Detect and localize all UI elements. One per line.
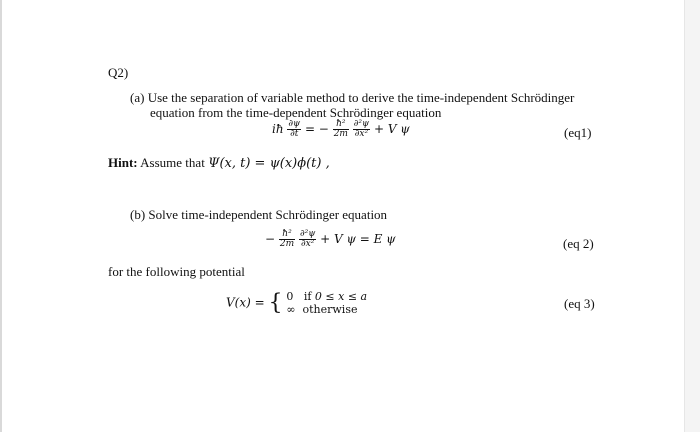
part-a-label: (a): [130, 90, 145, 105]
eq1-tag: (eq1): [564, 125, 592, 140]
cases-brace: {: [268, 290, 283, 316]
hint-text: Assume that: [140, 155, 205, 170]
potential-cases: 0 if 0 ≤ x ≤ a ∞ otherwise: [286, 290, 368, 316]
eq2-second-derivative: $\frac{\text{∂²ψ}}{\text{∂x²}}$: [299, 229, 316, 249]
eq1-hbar-fraction: $\frac{\text{ħ²}}{2m}$: [333, 119, 348, 139]
hint-label: Hint:: [108, 155, 138, 170]
potential-intro: for the following potential: [108, 264, 245, 279]
part-b-label: (b): [130, 207, 146, 222]
eq3-tag: (eq 3): [564, 296, 595, 311]
hint-expression: Ψ(x, t) = ψ(x)ϕ(t) ,: [208, 156, 330, 171]
hint-line: [108, 155, 330, 171]
part-a-line1: Use the separation of variable method to derive the time-independent Schrödinger: [147, 90, 575, 105]
equation-2: − $\frac{\text{ħ²}}{2m}$ $\frac{\text{∂²ψ}}{\text{∂x²}}$ + V ψ = E ψ: [265, 229, 396, 249]
page-left-edge: [0, 0, 2, 432]
part-a-line2: equation from the time-dependent Schrödinger equation: [150, 105, 442, 120]
page-right-edge: [684, 0, 700, 432]
eq2-hbar-fraction: $\frac{\text{ħ²}}{2m}$: [279, 229, 295, 249]
part-a-text: [130, 90, 574, 106]
equation-3: V(x) = { 0 if 0 ≤ x ≤ a ∞ otherwise: [226, 290, 368, 316]
eq1-lhs-fraction: $\frac{\partial\psi}{\partial t}$: [288, 119, 301, 139]
question-number: Q2): [108, 65, 129, 80]
part-b-description: Solve time-independent Schrödinger equation: [148, 207, 388, 222]
part-b-text: [130, 207, 387, 223]
equation-1: iħ $\frac{\partial\psi}{\partial t}$ = − $\frac{\text{ħ²}}{2m}$ $\frac{\text{∂²ψ}}{\text{∂x²}}$ + V ψ: [272, 119, 410, 139]
eq1-second-derivative: $\frac{\text{∂²ψ}}{\text{∂x²}}$: [353, 119, 370, 139]
eq2-tag: (eq 2): [563, 236, 594, 251]
